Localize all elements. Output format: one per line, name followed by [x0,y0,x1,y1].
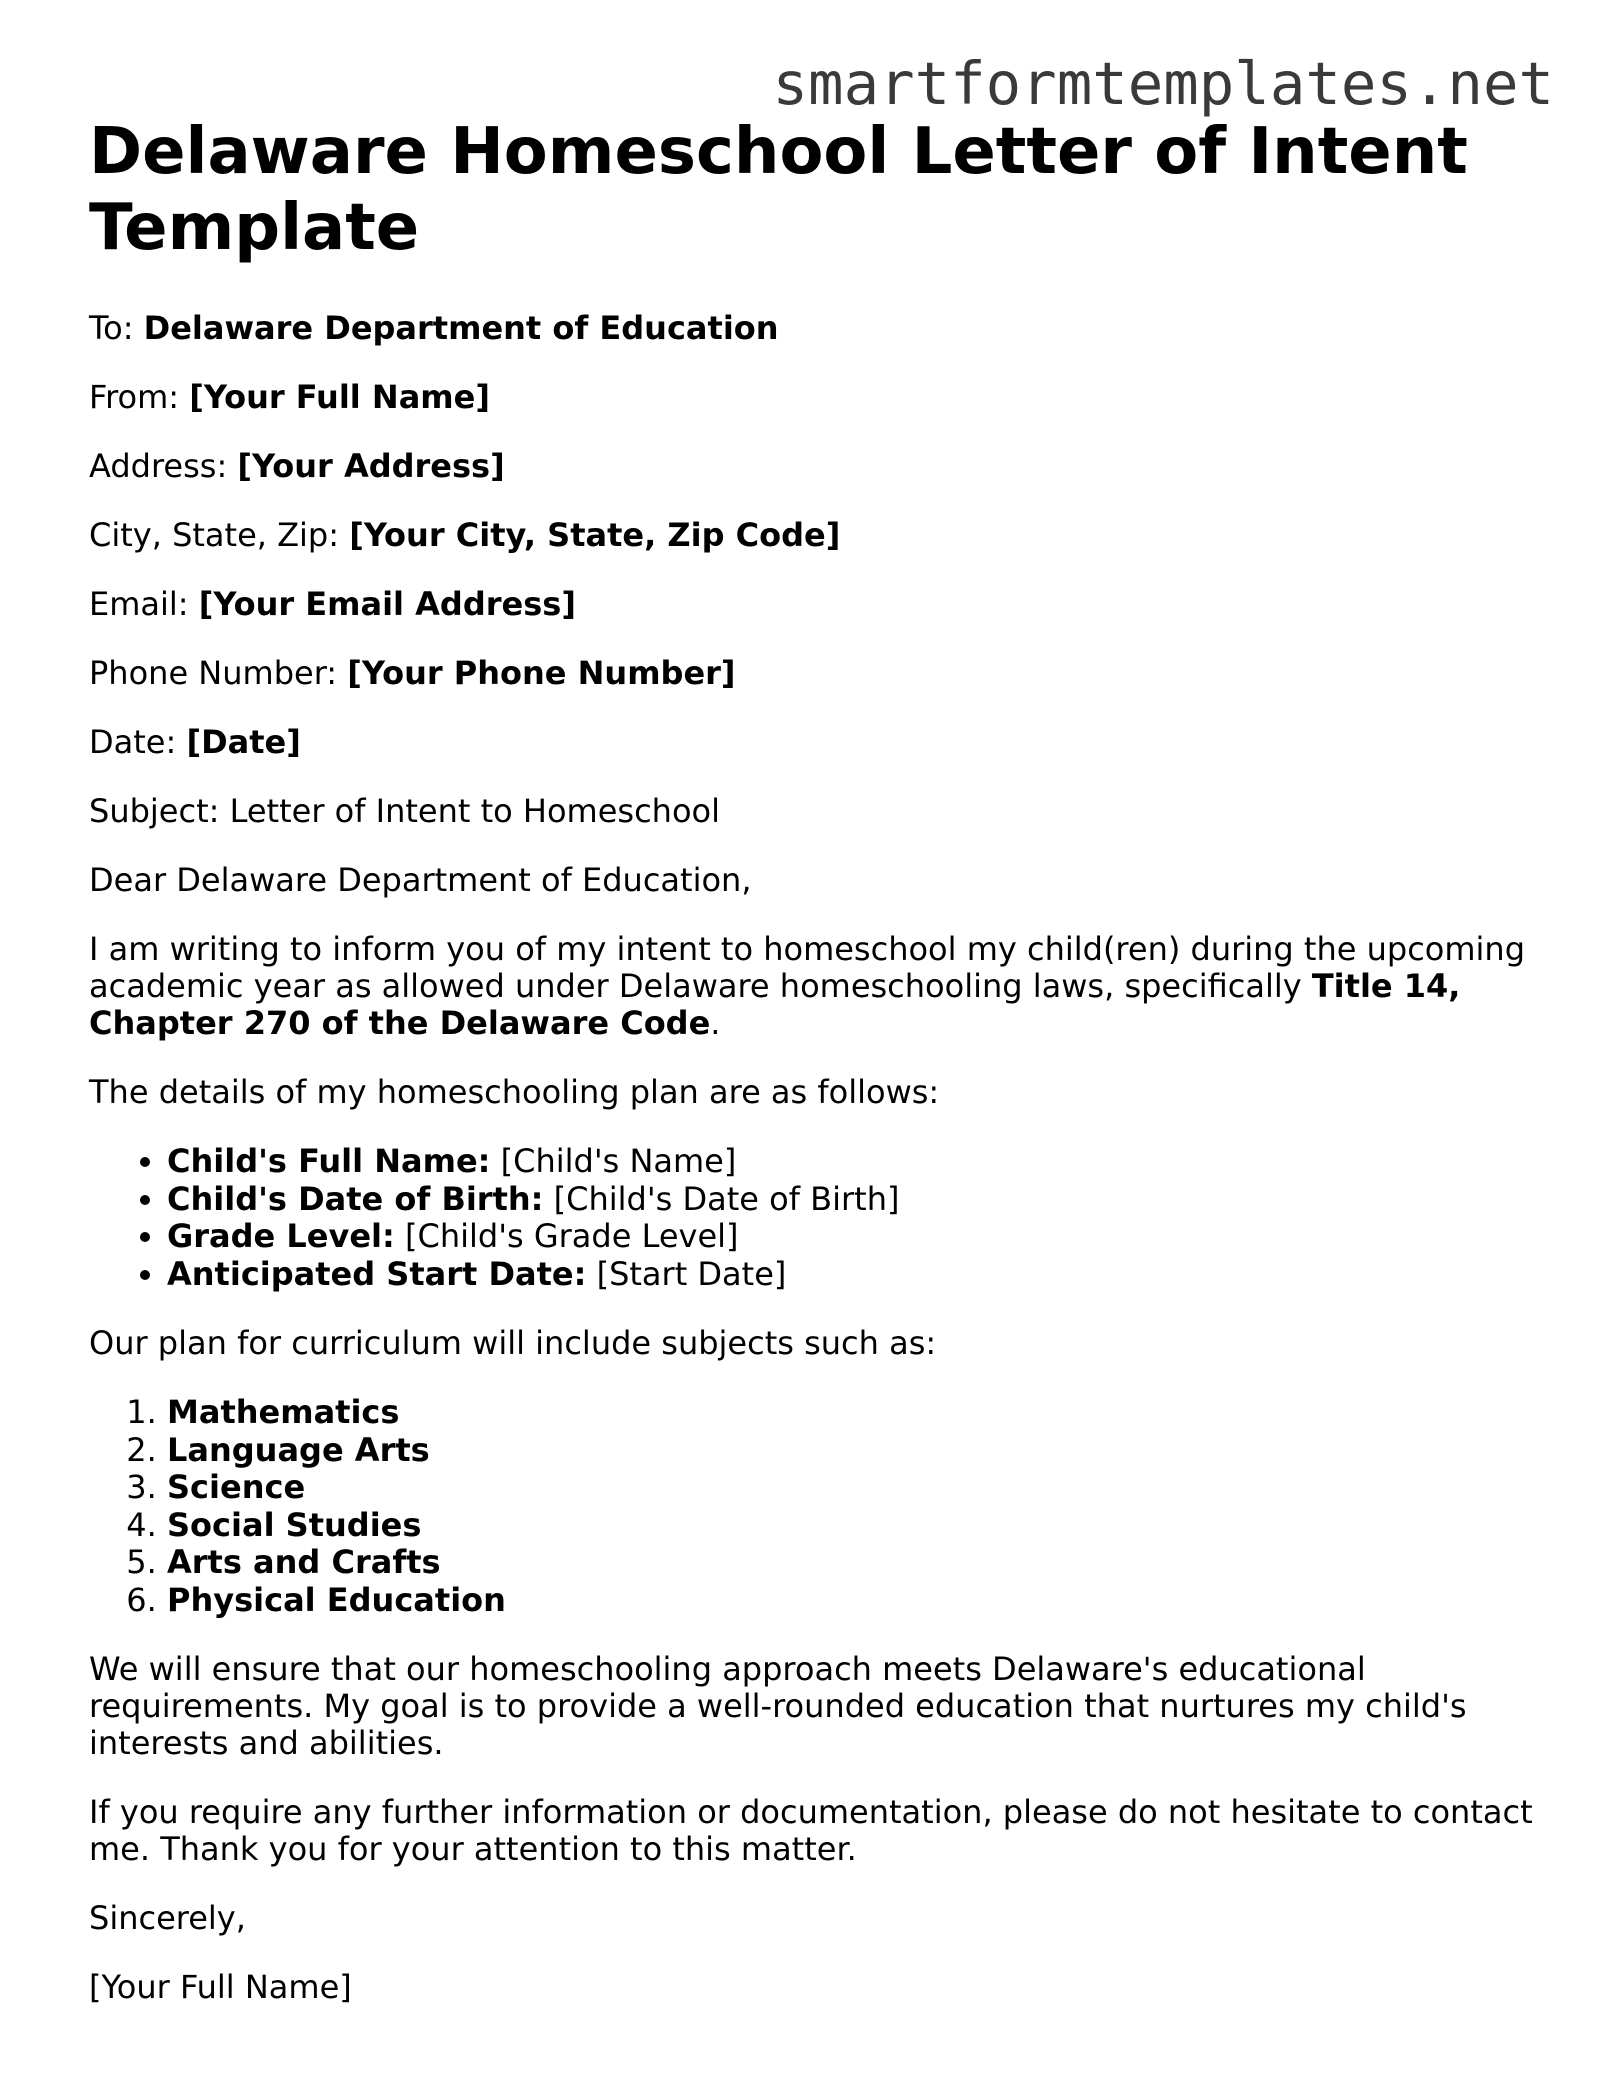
list-item [167,1507,1549,1545]
intro-text-end: . [710,1004,721,1042]
list-item [167,1469,1549,1507]
field-label: From: [89,378,190,416]
field-address [89,448,1549,485]
subject-name: Mathematics [167,1393,400,1431]
curriculum-intro: Our plan for curriculum will include subjects such as: [89,1324,937,1362]
site-watermark: smartformtemplates.net [772,49,1554,118]
detail-label: Grade Level: [167,1217,395,1255]
subject-name: Language Arts [167,1430,430,1469]
field-label: To: [89,309,144,347]
field-to [89,310,1549,347]
list-item [167,1394,1549,1432]
detail-label: Child's Full Name: [167,1142,491,1180]
field-value: [Your Phone Number] [347,654,736,692]
letter-body [89,114,1549,2038]
list-item [167,1143,1549,1181]
list-item [167,1582,1549,1620]
field-value: [Your Full Name] [189,378,490,416]
signature-placeholder: [Your Full Name] [89,1968,352,2006]
field-label: Date: [89,723,187,761]
closing: Sincerely, [89,1899,246,1937]
ensure-paragraph: We will ensure that our homeschooling approach meets Delaware's educational requirements. My goal is to provide a well-rounded education that nurtures my child's interests and abilities. [89,1650,1467,1762]
law-reference: Title 14, Chapter 270 of the Delaware Code [89,967,1461,1042]
subjects-list [89,1394,1549,1619]
list-item [167,1544,1549,1582]
contact-paragraph: If you require any further information or documentation, please do not hesitate to contact me. Thank you for your attention to this matter. [89,1793,1533,1868]
intro-paragraph [89,931,1549,1042]
field-date [89,724,1549,761]
detail-label: Child's Date of Birth: [167,1179,544,1218]
details-intro: The details of my homeschooling plan are as follows: [89,1073,940,1111]
field-label: Email: [89,585,199,623]
detail-value: [Start Date] [586,1254,787,1293]
page-title: Delaware Homeschool Letter of Intent Template [89,115,1468,265]
field-value: [Your Address] [237,447,505,485]
field-city-state-zip [89,517,1549,554]
list-item [167,1432,1549,1470]
field-email [89,586,1549,623]
subject-name: Physical Education [167,1580,506,1619]
list-item [167,1181,1549,1219]
detail-value: [Child's Grade Level] [394,1217,739,1255]
list-item [167,1256,1549,1294]
field-phone [89,655,1549,692]
field-value: [Your City, State, Zip Code] [349,516,841,554]
field-label: City, State, Zip: [89,516,350,554]
field-value: Delaware Department of Education [143,309,779,347]
subject-line: Subject: Letter of Intent to Homeschool [89,792,720,830]
detail-value: [Child's Date of Birth] [543,1179,900,1218]
intro-text: I am writing to inform you of my intent to homeschool my child(ren) during the upcoming academic year as allowed under Delaware homeschooling laws, specifically [89,930,1526,1005]
detail-label: Anticipated Start Date: [167,1254,587,1293]
field-label: Phone Number: [89,654,348,692]
field-value: [Your Email Address] [198,585,576,623]
subject-name: Arts and Crafts [167,1543,441,1581]
subject-name: Science [167,1468,306,1506]
detail-value: [Child's Name] [490,1142,737,1180]
salutation: Dear Delaware Department of Education, [89,861,752,899]
list-item [167,1218,1549,1256]
field-value: [Date] [186,723,301,761]
subject-name: Social Studies [167,1505,422,1544]
details-list [89,1143,1549,1293]
field-label: Address: [89,447,238,485]
field-from [89,379,1549,416]
